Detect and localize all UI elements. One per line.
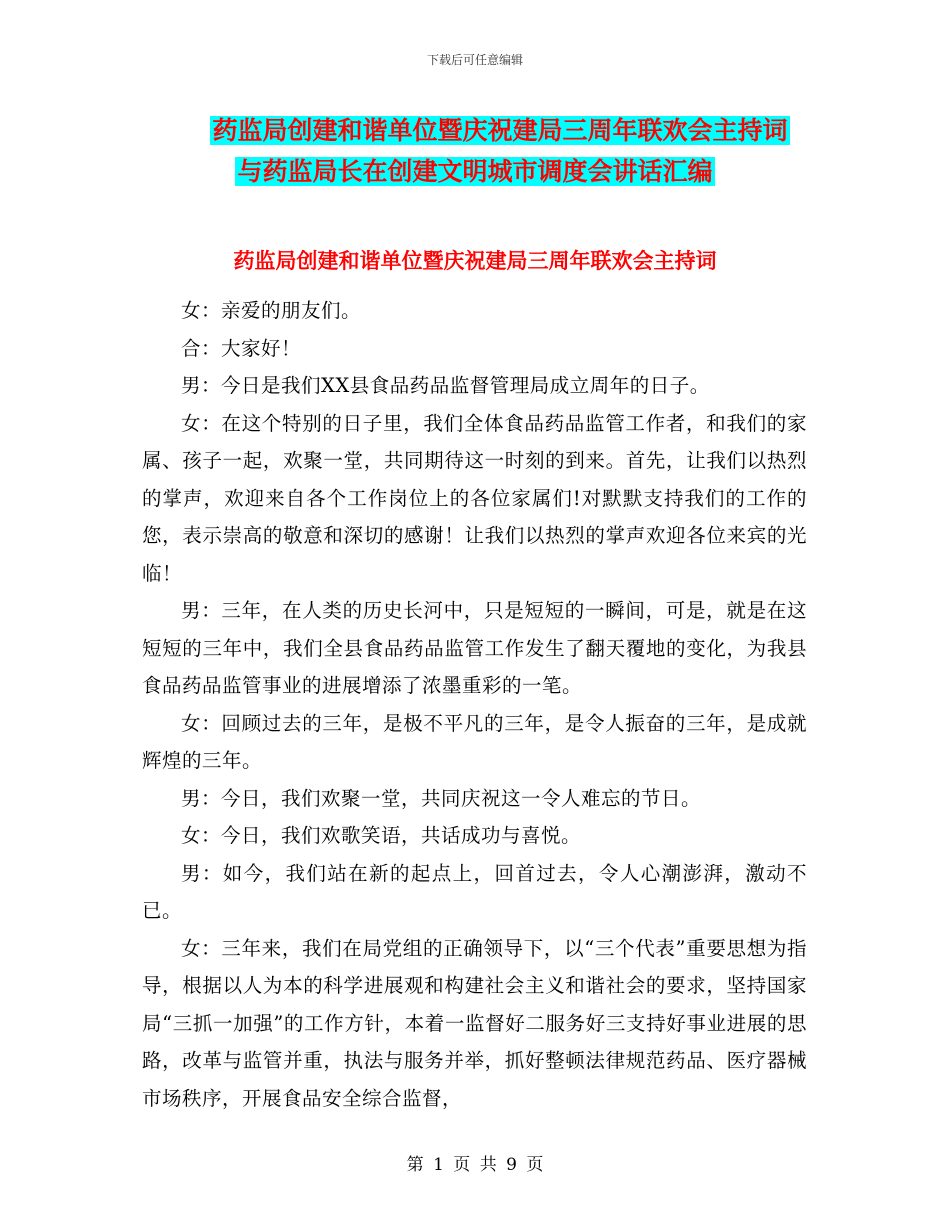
title-line-2-text: 与药监局长在创建文明城市调度会讲话汇编 (237, 157, 713, 186)
page-header: 下载后可任意编辑 (426, 53, 523, 67)
paragraph: 男：三年，在人类的历史长河中，只是短短的一瞬间，可是，就是在这短短的三年中，我们全县食品药品监管工作发生了翻天覆地的变化，为我县食品药品监管事业的进展增添了浓墨重彩的一笔。 (142, 599, 807, 697)
paragraph: 女：三年来，我们在局党组的正确领导下，以“三个代表”重要思想为指导，根据以人为本的科学进展观和构建社会主义和谐社会的要求，坚持国家局“三抓一加强”的工作方针，本着一监督好二服务好三支持好事业进展的思路，改革与监管并重，执法与服务并举，抓好整顿法律规范药品、医疗器械市场秩序，开展食品安全综合监督， (142, 936, 807, 1110)
title-line-1 (0, 110, 950, 151)
document-title (0, 110, 950, 192)
title-line-2 (0, 151, 950, 192)
title-line-1-text: 药监局创建和谐单位暨庆祝建局三周年联欢会主持词 (212, 116, 788, 145)
document-body (142, 292, 807, 1117)
paragraph: 女：在这个特别的日子里，我们全体食品药品监管工作者，和我们的家属、孩子一起，欢聚一堂，共同期待这一时刻的到来。首先，让我们以热烈的掌声，欢迎来自各个工作岗位上的各位家属们!对默默支持我们的工作的您，表示崇高的敬意和深切的感谢！让我们以热烈的掌声欢迎各位来宾的光临！ (142, 411, 807, 585)
paragraph: 男：如今，我们站在新的起点上，回首过去，令人心潮澎湃，激动不已。 (142, 861, 807, 922)
paragraph: 女：回顾过去的三年，是极不平凡的三年，是令人振奋的三年，是成就辉煌的三年。 (142, 711, 807, 772)
paragraph: 合：大家好！ (181, 336, 302, 360)
paragraph: 女：亲爱的朋友们。 (181, 299, 362, 322)
paragraph: 女：今日，我们欢歌笑语，共话成功与喜悦。 (181, 824, 582, 847)
page-footer: 第 1 页 共 9 页 (406, 1155, 544, 1175)
paragraph: 男：今日，我们欢聚一堂，共同庆祝这一令人难忘的节日。 (181, 786, 702, 810)
section-title: 药监局创建和谐单位暨庆祝建局三周年联欢会主持词 (233, 249, 717, 273)
paragraph: 男：今日是我们XX县食品药品监督管理局成立周年的日子。 (181, 374, 710, 397)
